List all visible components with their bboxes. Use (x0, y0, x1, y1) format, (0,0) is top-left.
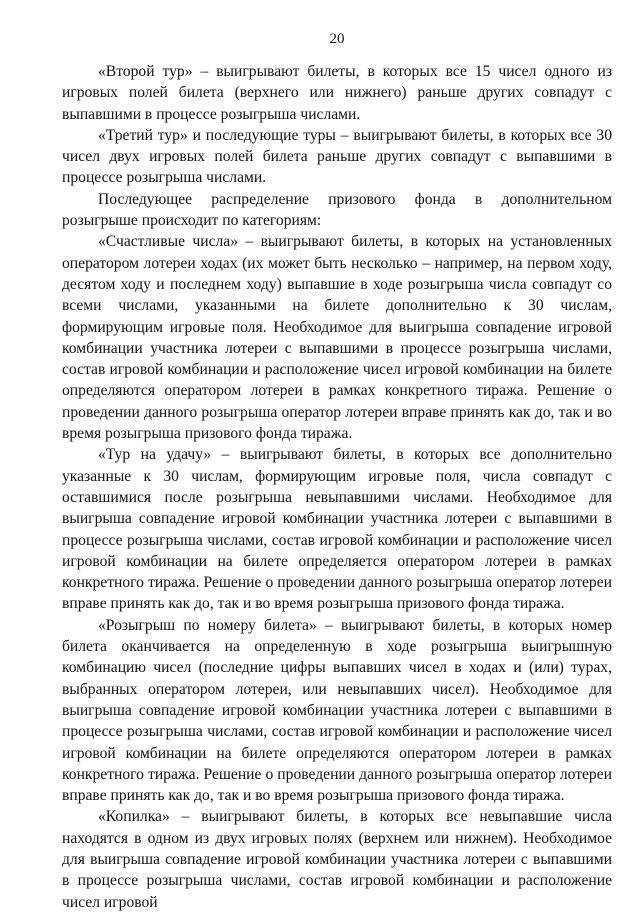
paragraph-third-round: «Третий тур» и последующие туры – выигрывают билеты, в которых все 30 чисел двух игровых полей билета раньше других совпадут с выпавшими в процессе розыгрыша числами. (62, 126, 612, 187)
paragraph-ticket-number-draw: «Розыгрыш по номеру билета» – выигрывают билеты, в которых номер билета оканчивается на определенную в ходе розыгрыша выигрышную комбинацию чисел (последние цифры выпавших чисел в ходах и (или) турах, выбранных оператором лотереи, или невыпавших чисел). Необходимое для выигрыша совпадение игровой комбинации участника лотереи с выпавшими в процессе розыгрыша числами, состав игровой комбинации и расположение чисел игровой комбинации на билете определяются оператором лотереи в рамках конкретного тиража. Решение о проведении данного розыгрыша оператор лотереи вправе принять как до, так и во время розыгрыша призового фонда тиража. (62, 616, 612, 805)
paragraph-lucky-round: «Тур на удачу» – выигрывают билеты, в которых все дополнительно указанные к 30 числам, формирующим игровые поля, числа совпадут с оставшимися после розыгрыша невыпавшими числами. Необходимое для выигрыша совпадение игровой комбинации участника лотереи с выпавшими в процессе розыгрыша числами, состав игровой комбинации и расположение чисел игровой комбинации на билете определяется оператором лотереи в рамках конкретного тиража. Решение о проведении данного розыгрыша оператор лотереи вправе принять как до, так и во время розыгрыша призового фонда тиража. (62, 446, 612, 613)
paragraph-second-round: «Второй тур» – выигрывают билеты, в которых все 15 чисел одного из игровых полей билета (верхнего или нижнего) раньше других совпадут с выпавшими в процессе розыгрыша числами. (62, 63, 612, 123)
paragraph-lucky-numbers: «Счастливые числа» – выигрывают билеты, в которых на установленных оператором лотереи ходах (их может быть несколько – например, на первом ходу, десятом ходу и последнем ходу) выпавшие в ходе розыгрыша числа совпадут со всеми числами, указанными на билете дополнительно к 30 числам, формирующим игровые поля. Необходимое для выигрыша совпадение игровой комбинации участника лотереи с выпавшими в процессе розыгрыша числами, состав игровой комбинации и расположение чисел игровой комбинации на билете определяются оператором лотереи в рамках конкретного тиража. Решение о проведении данного розыгрыша оператор лотереи вправе принять как до, так и во время розыгрыша призового фонда тиража. (62, 233, 612, 443)
paragraph-prize-distribution: Последующее распределение призового фонда в дополнительном розыгрыше происходит по категориям: (62, 190, 612, 230)
page-number: 20 (329, 31, 345, 47)
paragraph-piggy-bank: «Копилка» – выигрывают билеты, в которых все невыпавшие числа находятся в одном из двух игровых полях (верхнем или нижнем). Необходимое для выигрыша совпадение игровой комбинации участника лотереи с выпавшими в процессе розыгрыша числами, состав игровой комбинации и расположение чисел игровой (62, 808, 612, 911)
